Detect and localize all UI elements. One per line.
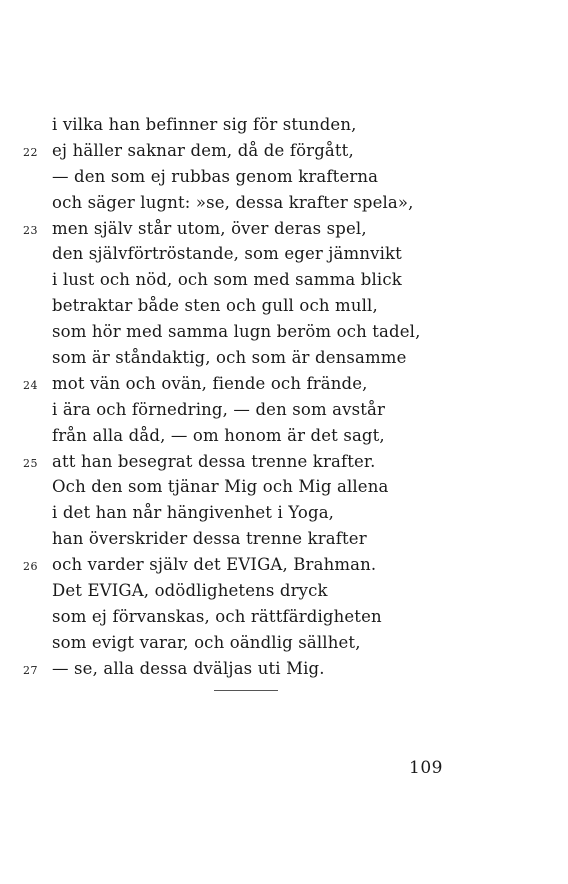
verse-text: i det han når hängivenhet i Yoga, [52,503,335,523]
verse-number: 25 [23,456,38,470]
verse-line [0,216,568,242]
verse-line [0,319,568,345]
verse-text: och varder själv det EVIGA, Brahman. [52,555,377,575]
verse-line [0,345,568,371]
verse-text: att han besegrat dessa trenne krafter. [52,451,376,471]
verse-line [0,500,568,526]
verse-text: betraktar både sten och gull och mull, [52,296,378,316]
verse-line [0,293,568,319]
verse-line [0,604,568,630]
verse-line [0,474,568,500]
verse-line [0,190,568,216]
verse-text: han överskrider dessa trenne krafter [52,529,367,549]
verse-text: som ej förvanskas, och rättfärdigheten [52,606,382,626]
verse-line [0,267,568,293]
section-separator [214,690,278,691]
verse-line [0,552,568,578]
verse-text: den självförtröstande, som eger jämnvikt [52,244,402,264]
verse-line [0,371,568,397]
verse-text: mot vän och ovän, fiende och frände, [52,373,368,393]
verse-text: Och den som tjänar Mig och Mig allena [52,477,389,497]
verse-line [0,526,568,552]
verse-number: 22 [23,145,38,159]
verse-text: och säger lugnt: »se, dessa krafter spela», [52,192,414,212]
verse-text: i lust och nöd, och som med samma blick [52,270,402,290]
verse-text: ej häller saknar dem, då de förgått, [52,140,354,160]
verse-text: — den som ej rubbas genom krafterna [52,166,379,186]
verse-number: 27 [23,663,38,677]
verse-text: Det EVIGA, odödlighetens dryck [52,581,328,601]
verse-line [0,423,568,449]
page-number: 109 [409,758,443,778]
verse-line [0,656,568,682]
verse-text: men själv står utom, över deras spel, [52,218,367,238]
verse-line [0,138,568,164]
verse-text: som evigt varar, och oändlig sällhet, [52,632,361,652]
verse-text: i ära och förnedring, — den som avstår [52,399,386,419]
verse-text: i vilka han befinner sig för stunden, [52,115,357,134]
verse-number: 23 [23,223,38,237]
verse-number: 24 [23,378,38,392]
verse-line [0,241,568,267]
verse-number: 26 [23,560,38,574]
verse-line [0,578,568,604]
verse-line [0,449,568,475]
verse-text: — se, alla dessa dväljas uti Mig. [52,658,325,678]
verse-block [0,112,568,682]
verse-line [0,112,568,138]
verse-text: från alla dåd, — om honom är det sagt, [52,425,385,445]
verse-text: som är ståndaktig, och som är densamme [52,348,407,368]
verse-line [0,630,568,656]
verse-line [0,397,568,423]
verse-line [0,164,568,190]
verse-text: som hör med samma lugn beröm och tadel, [52,322,421,342]
